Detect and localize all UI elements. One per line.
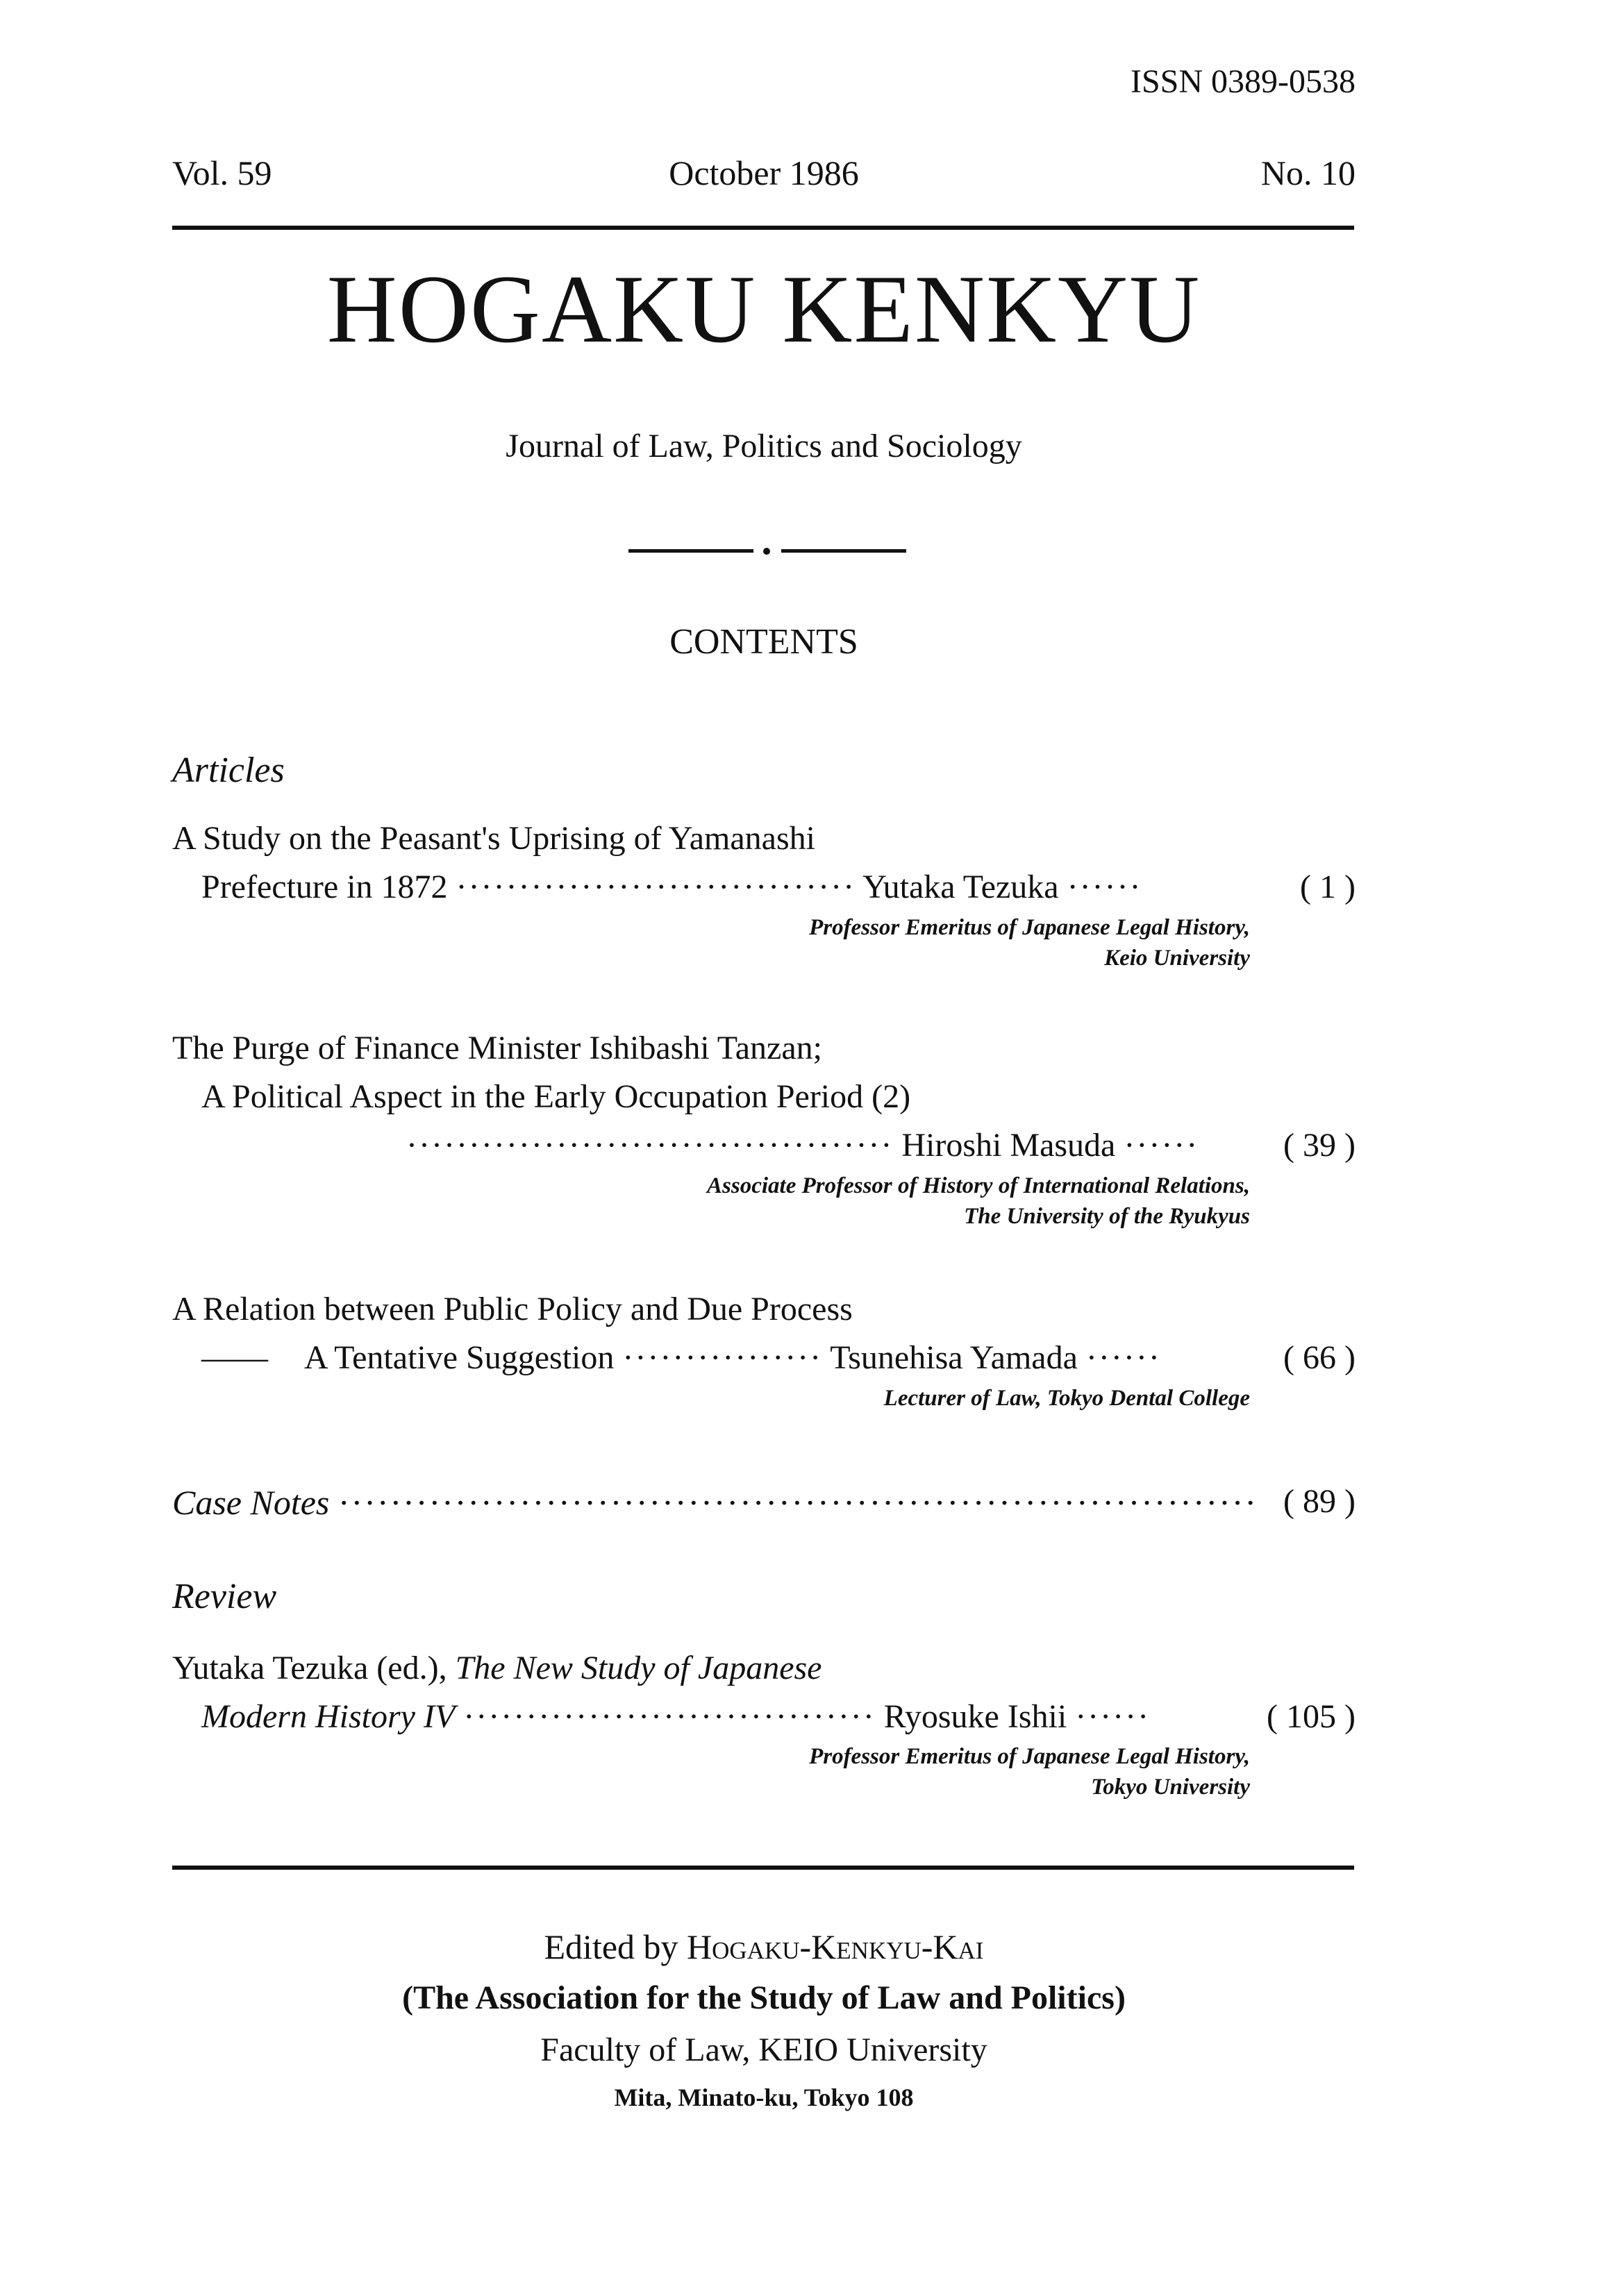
- article-1-author: Yutaka Tezuka: [862, 869, 1059, 905]
- article-3-leader: ················: [622, 1339, 823, 1376]
- volume-number: Vol. 59: [172, 153, 272, 192]
- article-2-author-leader: ······: [1124, 1127, 1199, 1164]
- ornament-divider: [628, 544, 906, 558]
- case-notes-line: [172, 1482, 1258, 1523]
- article-3-page: ( 66 ): [1283, 1339, 1356, 1376]
- footer-faculty: Faculty of Law, KEIO University: [540, 2031, 987, 2068]
- article-3-author-leader: ······: [1085, 1339, 1161, 1376]
- article-2-affiliation-line2: The University of the Ryukyus: [964, 1204, 1250, 1229]
- article-3-title-line1: A Relation between Public Policy and Due Process: [172, 1291, 853, 1327]
- bottom-divider: [172, 1866, 1354, 1870]
- case-notes-leader: ·······································································: [337, 1483, 1258, 1522]
- journal-title: HOGAKU KENKYU: [326, 255, 1201, 363]
- review-book-title-line2: Modern History IV: [201, 1698, 456, 1735]
- top-divider: [172, 226, 1354, 230]
- article-3-author: Tsunehisa Yamada: [830, 1339, 1078, 1376]
- review-author: Ryosuke Ishii: [883, 1698, 1067, 1735]
- review-page: ( 105 ): [1267, 1698, 1356, 1735]
- ornament-bar-right: [781, 549, 906, 553]
- review-editor: Yutaka Tezuka (ed.),: [172, 1650, 447, 1686]
- contents-heading: CONTENTS: [669, 622, 858, 662]
- article-1-title-line2: [201, 868, 1142, 906]
- article-3-title-line2: [201, 1339, 1161, 1377]
- case-notes-page: ( 89 ): [1283, 1483, 1356, 1520]
- review-author-leader: ······: [1075, 1698, 1151, 1735]
- review-book-title-line1: The New Study of Japanese: [455, 1650, 822, 1686]
- article-2-leader: ·······································: [406, 1127, 894, 1164]
- ornament-bar-left: [628, 549, 753, 553]
- issue-number: No. 10: [1260, 153, 1356, 192]
- article-1-leader: ································: [456, 869, 856, 905]
- footer-association: (The Association for the Study of Law and Politics): [402, 1979, 1126, 2016]
- article-2-title-line2: A Political Aspect in the Early Occupation Period (2): [201, 1078, 911, 1115]
- article-2-author-line: [406, 1126, 1199, 1164]
- review-leader: ·································: [463, 1698, 876, 1735]
- article-3-dash: ——: [201, 1339, 268, 1376]
- footer-edited-by: [0, 1927, 1528, 1967]
- footer-edited-by-prefix: Edited by: [544, 1927, 678, 1966]
- article-1-affiliation-line1: Professor Emeritus of Japanese Legal History,: [809, 915, 1250, 940]
- article-2-page: ( 39 ): [1283, 1127, 1356, 1164]
- article-2-affiliation-line1: Associate Professor of History of International Relations,: [707, 1173, 1250, 1198]
- article-1-author-leader: ······: [1067, 869, 1142, 905]
- journal-subtitle: Journal of Law, Politics and Sociology: [506, 428, 1022, 464]
- article-1-title-line1: A Study on the Peasant's Uprising of Yamanashi: [172, 820, 815, 857]
- footer-address: Mita, Minato-ku, Tokyo 108: [614, 2084, 914, 2111]
- article-3-affiliation-line1: Lecturer of Law, Tokyo Dental College: [883, 1386, 1250, 1411]
- article-1-affiliation-line2: Keio University: [1104, 946, 1250, 971]
- ornament-dot: [763, 548, 770, 555]
- review-line2: [201, 1698, 1150, 1736]
- article-1-page: ( 1 ): [1300, 869, 1356, 905]
- article-2-title-line1: The Purge of Finance Minister Ishibashi Tanzan;: [172, 1030, 822, 1066]
- issn-number: ISSN 0389-0538: [1130, 63, 1356, 100]
- review-heading: Review: [172, 1577, 277, 1616]
- articles-heading: Articles: [172, 751, 285, 790]
- review-affiliation-line2: Tokyo University: [1091, 1775, 1250, 1800]
- review-affiliation-line1: Professor Emeritus of Japanese Legal History,: [809, 1744, 1250, 1769]
- review-line1: [172, 1649, 821, 1687]
- case-notes-label: Case Notes: [172, 1483, 330, 1522]
- footer-editor: Hogaku-Kenkyu-Kai: [687, 1927, 984, 1966]
- article-1-title-text: Prefecture in 1872: [201, 869, 448, 905]
- article-3-title-text: A Tentative Suggestion: [304, 1339, 615, 1376]
- article-2-author: Hiroshi Masuda: [901, 1127, 1116, 1164]
- issue-date: October 1986: [669, 153, 859, 192]
